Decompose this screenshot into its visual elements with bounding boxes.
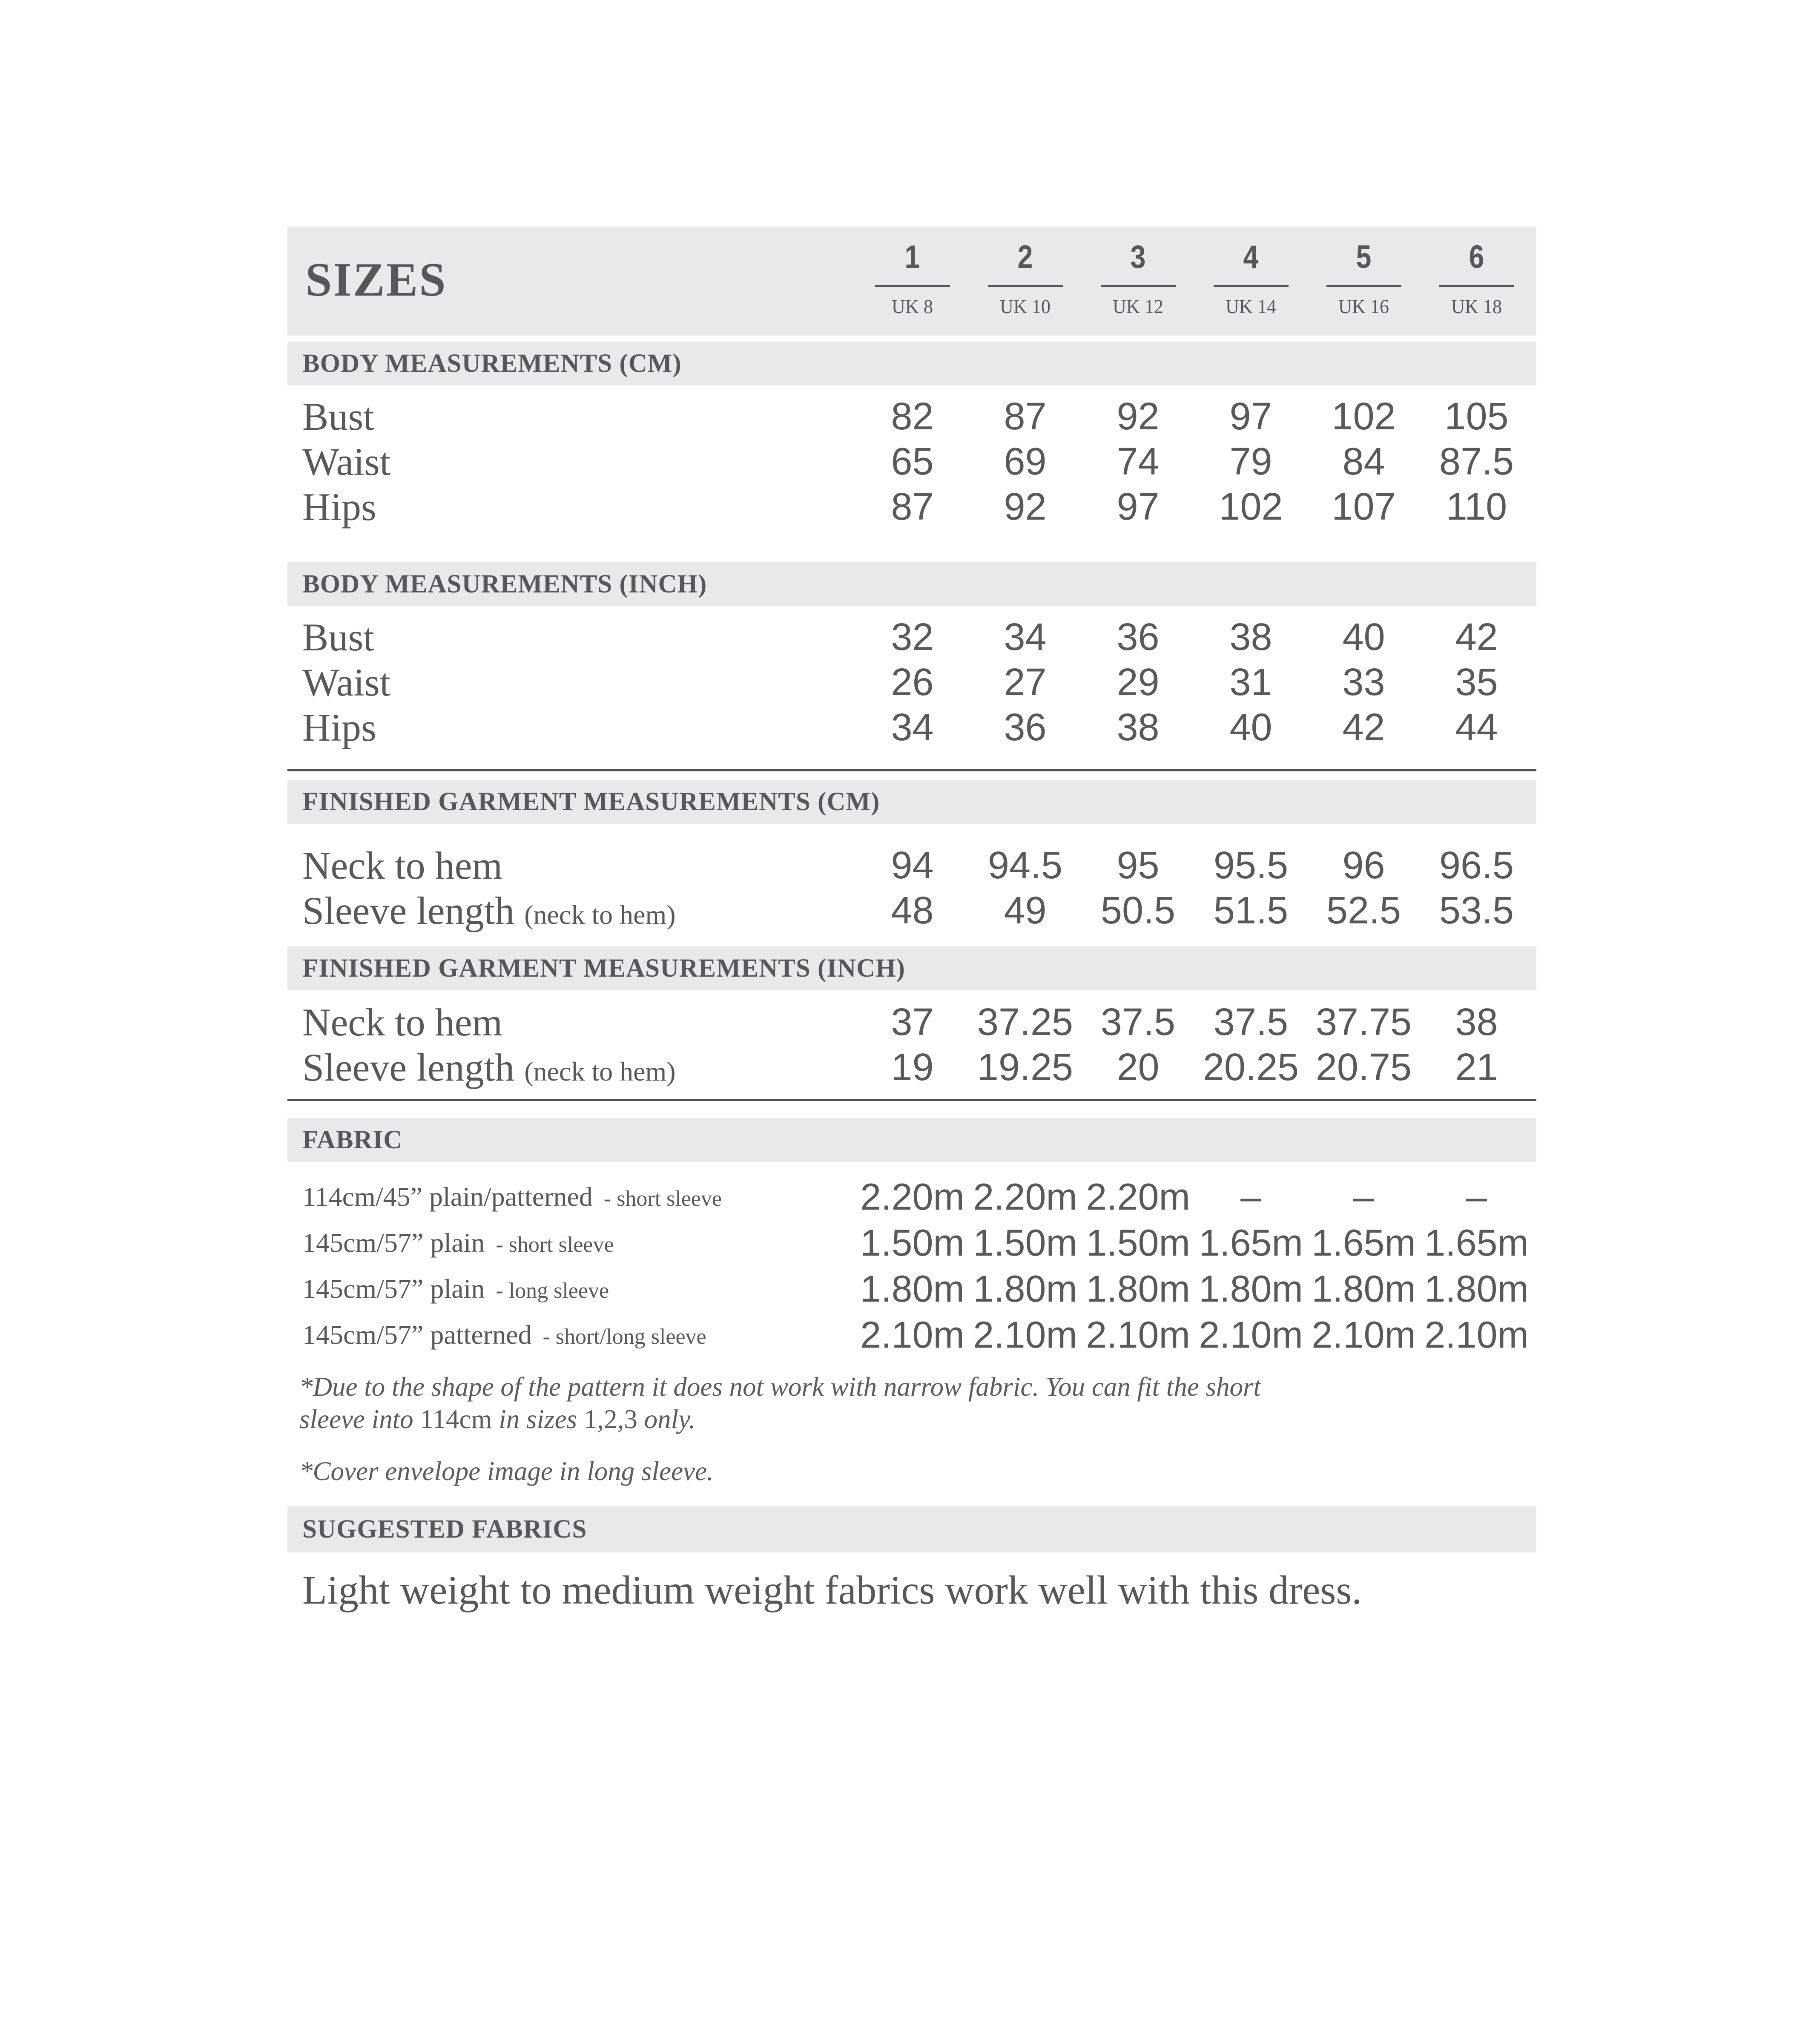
measurement-cell: 95: [1117, 844, 1160, 887]
measurement-cell: 37: [891, 1001, 934, 1044]
measurement-cell: 92: [1117, 395, 1160, 438]
measurement-cell: 74: [1117, 440, 1160, 483]
measurement-cell: 92: [1004, 486, 1047, 528]
row-label-main: Sleeve length: [302, 1046, 515, 1089]
measurement-cell: 105: [1444, 395, 1509, 438]
size-number: 4: [1243, 239, 1259, 275]
size-column-1: [856, 227, 969, 336]
measurement-cell: 79: [1229, 440, 1272, 483]
fabric-quantity-cell: 1.80m: [1312, 1268, 1416, 1310]
table-row-hips-cm: [287, 484, 1536, 529]
size-number: 2: [1017, 239, 1033, 275]
size-number: 1: [904, 239, 920, 275]
measurement-cell: 40: [1229, 706, 1272, 749]
measurement-cell: 96.5: [1439, 844, 1514, 887]
fabric-label-main: 145cm/57” plain: [302, 1228, 485, 1258]
size-underline-rule: [988, 285, 1063, 287]
measurement-cell: 35: [1455, 661, 1498, 704]
uk-size-label: UK 16: [1338, 296, 1389, 318]
row-label: Hips: [302, 706, 376, 749]
measurement-cell: 44: [1455, 706, 1498, 749]
footnote-segment: sleeve into: [299, 1404, 420, 1434]
size-number: 3: [1130, 239, 1146, 275]
fabric-footnote-narrow-fabric: [287, 1371, 1536, 1435]
size-column-4: [1194, 227, 1307, 336]
size-column-6: [1420, 227, 1533, 336]
fabric-label-main: 145cm/57” patterned: [302, 1320, 532, 1350]
fabric-quantity-cell: 1.65m: [1199, 1222, 1303, 1264]
size-number: 6: [1469, 239, 1484, 275]
measurement-cell: 110: [1446, 486, 1507, 528]
fabric-quantity-cell: 2.10m: [1312, 1314, 1416, 1356]
size-column-2: [969, 227, 1082, 336]
fabric-label-main: 145cm/57” plain: [302, 1274, 485, 1304]
suggested-fabrics-text: Light weight to medium weight fabrics work well with this dress.: [302, 1567, 1362, 1613]
section-rows-body-inch: [287, 606, 1536, 750]
measurement-cell: 29: [1117, 661, 1160, 704]
row-label: Hips: [302, 485, 376, 529]
table-row-waist-inch: [287, 660, 1536, 705]
measurement-cell: 49: [1004, 889, 1047, 932]
measurement-cell: 42: [1342, 706, 1385, 749]
page-title: SIZES: [305, 253, 447, 306]
fabric-label-variant: - short/long sleeve: [543, 1325, 706, 1349]
fabric-quantity-cell: 1.80m: [1199, 1268, 1303, 1310]
measurement-cell: 34: [1004, 616, 1047, 658]
measurement-cell: 52.5: [1326, 889, 1401, 932]
section-header-fabric: FABRIC: [287, 1118, 1536, 1162]
table-row-bust-cm: [287, 394, 1536, 439]
table-row-hips-inch: [287, 705, 1536, 750]
measurement-cell: 33: [1342, 661, 1385, 704]
measurement-cell: 65: [891, 440, 934, 483]
fabric-quantity-cell: 1.65m: [1424, 1222, 1529, 1264]
section-header-finished-inch: FINISHED GARMENT MEASUREMENTS (INCH): [287, 946, 1536, 990]
size-underline-rule: [1214, 285, 1289, 287]
measurement-cell: 48: [891, 889, 934, 932]
horizontal-divider: [287, 769, 1536, 771]
size-underline-rule: [1326, 285, 1401, 287]
section-header-finished-cm: FINISHED GARMENT MEASUREMENTS (CM): [287, 780, 1536, 824]
measurement-cell: 69: [1004, 440, 1047, 483]
fabric-quantity-cell: 1.80m: [860, 1268, 964, 1310]
size-number: 5: [1356, 239, 1372, 275]
measurement-cell: 19: [891, 1046, 934, 1089]
measurement-cell: 102: [1332, 395, 1396, 438]
measurement-cell: 36: [1117, 616, 1160, 658]
measurement-cell: 102: [1219, 486, 1283, 528]
footnote-line-1: *Due to the shape of the pattern it does not work with narrow fabric. You can fit the short: [299, 1372, 1261, 1402]
measurement-cell: 87: [891, 486, 934, 528]
section-header-body-cm: BODY MEASUREMENTS (CM): [287, 342, 1536, 385]
fabric-quantity-cell: 2.20m: [973, 1176, 1077, 1218]
section-rows-finished-inch: [287, 990, 1536, 1090]
section-header-body-inch: BODY MEASUREMENTS (INCH): [287, 562, 1536, 606]
measurement-cell: 42: [1455, 616, 1498, 658]
measurement-cell: 20: [1117, 1046, 1160, 1089]
section-rows-body-cm: [287, 385, 1536, 529]
footnote-segment-upright: 1,2,3: [583, 1404, 637, 1434]
row-label: Waist: [302, 440, 391, 483]
measurement-cell: 34: [891, 706, 934, 749]
measurement-cell: 37.5: [1100, 1001, 1176, 1044]
table-row-neck-to-hem-inch: [287, 1000, 1536, 1045]
horizontal-divider: [287, 1099, 1536, 1101]
size-column-5: [1307, 227, 1420, 336]
size-column-3: [1082, 227, 1194, 336]
measurement-cell: 97: [1117, 486, 1160, 528]
row-label: Waist: [302, 661, 391, 704]
measurement-cell: 38: [1117, 706, 1160, 749]
row-label: Bust: [302, 615, 374, 659]
fabric-row-145-plain-short: [287, 1220, 1536, 1266]
measurement-cell: 97: [1229, 395, 1272, 438]
size-underline-rule: [1439, 285, 1514, 287]
measurement-cell: 96: [1342, 844, 1385, 887]
measurement-cell: 32: [891, 616, 934, 658]
fabric-label-main: 114cm/45” plain/patterned: [302, 1182, 593, 1212]
measurement-cell: 84: [1342, 440, 1385, 483]
row-label-sub: (neck to hem): [524, 1056, 676, 1087]
fabric-row-145-plain-long: [287, 1266, 1536, 1312]
sizes-header-bar: [287, 227, 1536, 336]
fabric-quantity-cell: 1.50m: [1086, 1222, 1190, 1264]
fabric-label-variant: - short sleeve: [603, 1187, 722, 1211]
measurement-cell: 20.25: [1203, 1046, 1299, 1089]
measurement-cell: 53.5: [1439, 889, 1514, 932]
fabric-quantity-cell: 2.20m: [1086, 1176, 1190, 1218]
footnote-line-2: [299, 1403, 1536, 1435]
fabric-quantity-cell: 2.10m: [1199, 1314, 1303, 1356]
row-label: [287, 891, 856, 930]
measurement-cell: 19.25: [977, 1046, 1074, 1089]
fabric-label-variant: - short sleeve: [496, 1233, 614, 1257]
table-row-sleeve-length-inch: [287, 1045, 1536, 1090]
fabric-quantity-cell: 1.80m: [1086, 1268, 1190, 1310]
fabric-quantity-cell: –: [1466, 1176, 1487, 1218]
measurement-cell: 87.5: [1439, 440, 1514, 483]
size-chart-sheet: [287, 227, 1536, 1611]
fabric-quantity-cell: 1.80m: [973, 1268, 1077, 1310]
row-label-sub: (neck to hem): [524, 900, 676, 930]
row-label: [287, 1048, 856, 1087]
measurement-cell: 87: [1004, 395, 1047, 438]
measurement-cell: 107: [1332, 486, 1396, 528]
measurement-cell: 37.5: [1213, 1001, 1289, 1044]
fabric-row-114-plain-patterned: [287, 1174, 1536, 1220]
section-header-suggested-fabrics: SUGGESTED FABRICS: [287, 1506, 1536, 1552]
measurement-cell: 51.5: [1213, 889, 1289, 932]
measurement-cell: 31: [1229, 661, 1272, 704]
row-label: Neck to hem: [302, 844, 503, 887]
fabric-label: [287, 1275, 856, 1302]
measurement-cell: 27: [1004, 661, 1047, 704]
fabric-footnote-cover-envelope: *Cover envelope image in long sleeve.: [299, 1456, 714, 1486]
measurement-cell: 20.75: [1315, 1046, 1412, 1089]
measurement-cell: 94.5: [987, 844, 1063, 887]
measurement-cell: 37.25: [977, 1001, 1074, 1044]
fabric-quantity-cell: –: [1353, 1176, 1374, 1218]
fabric-quantity-cell: 1.50m: [973, 1222, 1077, 1264]
measurement-cell: 21: [1455, 1046, 1498, 1089]
size-underline-rule: [875, 285, 950, 287]
fabric-quantity-cell: 2.10m: [860, 1314, 964, 1356]
fabric-rows: [287, 1162, 1536, 1358]
fabric-label: [287, 1321, 856, 1348]
measurement-cell: 82: [891, 395, 934, 438]
table-row-waist-cm: [287, 439, 1536, 484]
fabric-quantity-cell: 1.80m: [1424, 1268, 1529, 1310]
measurement-cell: 95.5: [1213, 844, 1289, 887]
section-rows-finished-cm: [287, 824, 1536, 933]
uk-size-label: UK 18: [1451, 296, 1502, 318]
measurement-cell: 36: [1004, 706, 1047, 749]
fabric-quantity-cell: 1.50m: [860, 1222, 964, 1264]
row-label: Neck to hem: [302, 1000, 503, 1044]
fabric-label: [287, 1229, 856, 1256]
fabric-quantity-cell: 2.10m: [1086, 1314, 1190, 1356]
size-columns: [856, 227, 1533, 336]
fabric-quantity-cell: 2.10m: [1424, 1314, 1529, 1356]
fabric-label: [287, 1183, 856, 1210]
fabric-label-variant: - long sleeve: [496, 1279, 609, 1303]
footnote-segment: in sizes: [492, 1404, 584, 1434]
uk-size-label: UK 8: [892, 296, 933, 318]
fabric-quantity-cell: 1.65m: [1312, 1222, 1416, 1264]
measurement-cell: 38: [1455, 1001, 1498, 1044]
measurement-cell: 38: [1229, 616, 1272, 658]
fabric-quantity-cell: 2.20m: [860, 1176, 964, 1218]
uk-size-label: UK 10: [999, 296, 1051, 318]
footnote-segment: only.: [637, 1404, 696, 1434]
table-row-sleeve-length-cm: [287, 888, 1536, 933]
size-underline-rule: [1101, 285, 1176, 287]
table-row-neck-to-hem-cm: [287, 843, 1536, 888]
fabric-quantity-cell: –: [1240, 1176, 1261, 1218]
row-label: Bust: [302, 395, 374, 438]
measurement-cell: 50.5: [1100, 889, 1176, 932]
uk-size-label: UK 14: [1225, 296, 1277, 318]
uk-size-label: UK 12: [1112, 296, 1164, 318]
fabric-row-145-patterned: [287, 1312, 1536, 1358]
measurement-cell: 40: [1342, 616, 1385, 658]
fabric-quantity-cell: 2.10m: [973, 1314, 1077, 1356]
table-row-bust-inch: [287, 615, 1536, 660]
footnote-segment-upright: 114cm: [420, 1404, 492, 1434]
measurement-cell: 26: [891, 661, 934, 704]
measurement-cell: 94: [891, 844, 934, 887]
measurement-cell: 37.75: [1315, 1001, 1412, 1044]
row-label-main: Sleeve length: [302, 889, 515, 932]
